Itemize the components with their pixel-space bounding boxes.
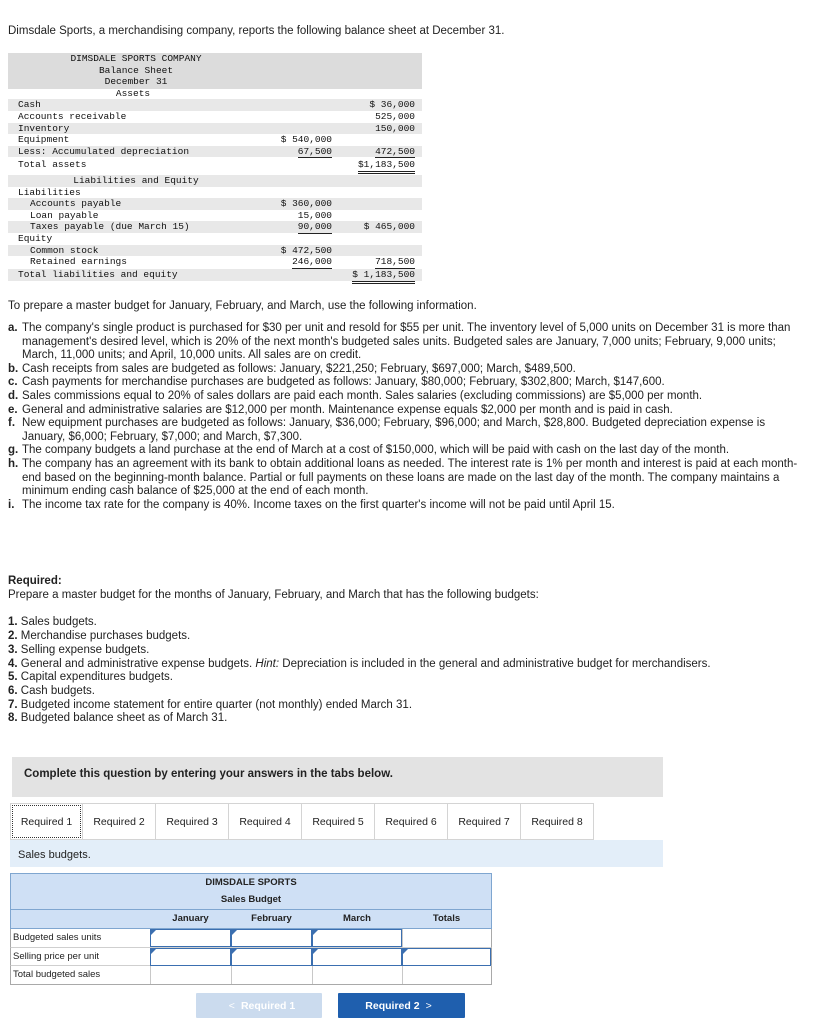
sales-budget-company: DIMSDALE SPORTS	[10, 873, 492, 891]
bs-row-retained: Retained earnings 246,000 718,500	[30, 256, 415, 268]
required-item: 6. Cash budgets.	[8, 684, 95, 697]
info-item: b. Cash receipts from sales are budgeted as follows: January, $221,250; February, $697,000; March, $489,500.	[8, 362, 576, 375]
table-row	[10, 966, 492, 985]
chevron-right-icon: >	[425, 999, 432, 1012]
col-march: March	[343, 913, 371, 924]
col-totals: Totals	[432, 913, 461, 924]
price-february-input[interactable]	[231, 948, 312, 966]
bs-row-ap: Accounts payable $ 360,000	[8, 198, 422, 210]
bs-row-accum-dep: Less: Accumulated depreciation 67,500 472,500	[8, 146, 422, 158]
units-january-input[interactable]	[150, 929, 231, 947]
prev-button[interactable]: < Required 1	[196, 993, 322, 1018]
required-item: 7. Budgeted income statement for entire quarter (not monthly) ended March 31.	[8, 698, 413, 711]
bs-le-heading: Liabilities and Equity	[73, 175, 199, 186]
row-label: Selling price per unit	[13, 950, 100, 962]
bs-row-ar: Accounts receivable 525,000	[18, 111, 415, 122]
price-march-input[interactable]	[312, 948, 402, 966]
next-button[interactable]: Required 2 >	[338, 993, 465, 1018]
tab-required-1[interactable]: Required 1	[10, 803, 83, 840]
info-item: i. The income tax rate for the company is 40%. Income taxes on the first quarter's income will not be paid until April 15.	[8, 498, 615, 511]
table-row	[10, 948, 492, 967]
info-section	[8, 300, 808, 512]
required-item: 2. Merchandise purchases budgets.	[8, 630, 191, 643]
required-item: 4. General and administrative expense budgets. Hint: Depreciation is included in the general and administrative budget for merchandisers.	[8, 657, 711, 670]
intro-text: Dimsdale Sports, a merchandising company, reports the following balance sheet at December 31.	[8, 25, 505, 37]
col-january: January	[172, 913, 209, 924]
info-item: c. Cash payments for merchandise purchases are budgeted as follows: January, $80,000; February, $302,800; March, $147,600.	[8, 376, 665, 389]
tab-required-4[interactable]: Required 4	[229, 803, 302, 840]
info-item: g. The company budgets a land purchase at the end of March at a cost of $150,000, which will be paid with cash on the last day of the month.	[8, 444, 730, 457]
units-february-input[interactable]	[231, 929, 312, 947]
info-item: h. The company has an agreement with its bank to obtain additional loans as needed. The interest rate is 1% per month and interest is paid at each month-end based on the beginning-month balance. Partial or full payments on these loans are made on the last day of the month. The company maintains a minimum ending cash balance of $25,000 at the end of each month.	[8, 457, 798, 498]
bs-row-equipment: Equipment $ 540,000	[18, 134, 332, 146]
tab-bar	[10, 803, 594, 840]
price-totals-input[interactable]	[402, 948, 491, 966]
panel-label: Sales budgets.	[10, 840, 663, 867]
required-item: 1. Sales budgets.	[8, 616, 97, 629]
required-heading: Required:	[8, 575, 62, 587]
bs-row-total-le: Total liabilities and equity $ 1,183,500	[8, 269, 422, 281]
tab-required-5[interactable]: Required 5	[302, 803, 375, 840]
tab-required-7[interactable]: Required 7	[448, 803, 521, 840]
complete-instructions: Complete this question by entering your answers in the tabs below.	[12, 757, 663, 797]
tab-required-2[interactable]: Required 2	[83, 803, 156, 840]
bs-company: DIMSDALE SPORTS COMPANY	[70, 53, 202, 64]
bs-row-total-assets: Total assets $1,183,500	[8, 159, 422, 171]
required-prompt: Prepare a master budget for the months of January, February, and March that has the following budgets:	[8, 588, 539, 601]
price-january-input[interactable]	[150, 948, 231, 966]
bs-date: December 31	[104, 76, 168, 88]
row-label: Budgeted sales units	[13, 932, 102, 943]
bs-row-common: Common stock $ 472,500	[8, 245, 422, 257]
bs-row-cash: Cash $ 36,000	[8, 99, 422, 111]
required-section	[8, 575, 808, 726]
tab-required-8[interactable]: Required 8	[521, 803, 594, 840]
info-lead: To prepare a master budget for January, February, and March, use the following information.	[8, 300, 477, 312]
required-item: 3. Selling expense budgets.	[8, 643, 150, 656]
info-item: a. The company's single product is purchased for $30 per unit and resold for $55 per unit. The inventory level of 5,000 units on December 31 is more than management's desired level, which is 20% of the next month's budgeted sales units. Budgeted sales are January, 7,000 units; February, 9,000 units; March, 11,000 units; and April, 10,000 units. All sales are on credit.	[8, 322, 791, 362]
sales-budget-column-headers	[10, 909, 492, 929]
col-february: February	[251, 913, 292, 924]
units-march-input[interactable]	[312, 929, 402, 947]
bs-liabilities: Liabilities	[18, 186, 81, 198]
info-item: e. General and administrative salaries are $12,000 per month. Maintenance expense equals $2,000 per month and is paid in cash.	[8, 403, 673, 416]
bs-title: Balance Sheet	[98, 64, 174, 76]
tab-required-6[interactable]: Required 6	[375, 803, 448, 840]
info-item: f. New equipment purchases are budgeted as follows: January, $36,000; February, $96,000; and March, $28,800. Budgeted depreciation expense is January, $6,000; February, $7,000; and March, $7,300.	[8, 417, 766, 443]
tab-required-3[interactable]: Required 3	[156, 803, 229, 840]
required-item: 5. Capital expenditures budgets.	[8, 671, 173, 684]
sales-january-cell	[150, 966, 231, 984]
bs-equity: Equity	[18, 233, 53, 244]
units-totals-cell	[402, 929, 491, 947]
table-row	[10, 929, 492, 948]
info-item: d. Sales commissions equal to 20% of sales dollars are paid each month. Sales salaries (excluding commissions) are $5,000 per month.	[8, 389, 703, 402]
bs-row-inventory: Inventory 150,000	[8, 123, 422, 135]
bs-assets-heading: Assets	[115, 87, 151, 99]
sales-february-cell	[231, 966, 312, 984]
balance-sheet	[8, 53, 422, 286]
sales-budget-title: Sales Budget	[10, 891, 492, 909]
chevron-left-icon: <	[228, 999, 235, 1012]
row-label: Total budgeted sales	[13, 969, 101, 980]
sales-march-cell	[312, 966, 402, 984]
bs-row-taxes: Taxes payable (due March 15) 90,000 $ 465,000	[8, 221, 422, 233]
required-item: 8. Budgeted balance sheet as of March 31.	[8, 712, 228, 725]
sales-totals-cell	[402, 966, 491, 984]
sales-budget-table	[10, 873, 492, 985]
bs-row-loan: Loan payable 15,000	[30, 209, 332, 221]
